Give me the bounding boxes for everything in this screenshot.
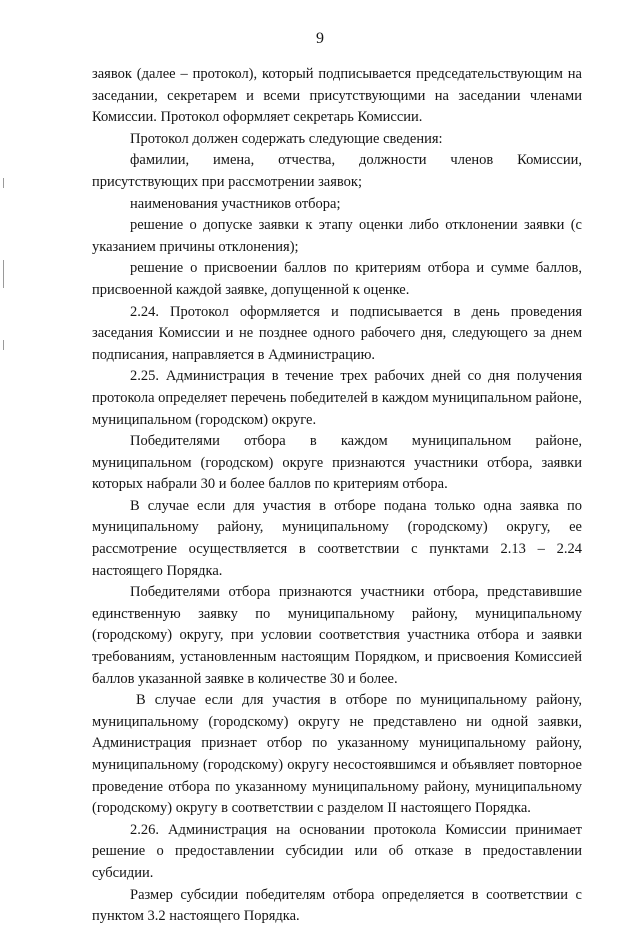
paragraph-protocol-continuation: заявок (далее – протокол), который подписывается председательствующим на заседании, секретарем и всеми присутствующими на заседании членами Комиссии. Протокол оформляет секретарь Комиссии.: [92, 66, 582, 126]
paragraph-scoring-decision: решение о присвоении баллов по критериям отбора и сумме баллов, присвоенной каждой заявке, допущенной к оценке.: [92, 260, 582, 298]
paragraph-no-applications: В случае если для участия в отборе по муниципальному району, муниципальному (городскому) округу не представлено ни одной заявки, Администрация признает отбор по указанному муниципальному району, муниципальному (городскому) округу несостоявшимся и объявляет повторное проведение отбора по указанному муниципальному району, муниципальному (городскому) округу в соответствии с разделом II настоящего Порядка.: [92, 692, 582, 817]
paragraph-clause-2-26: 2.26. Администрация на основании протокола Комиссии принимает решение о предоставлении субсидии или об отказе в предоставлении субсидии.: [92, 821, 582, 881]
paragraph-single-application-winners: Победителями отбора признаются участники отбора, представившие единственную заявку по муниципальному району, муниципальному (городскому) округу, при условии соответствия участника отбора и заявки требованиям, установленным настоящим Порядком, и присвоения Комиссией баллов указанной заявке в количестве 30 и более.: [92, 584, 582, 687]
paragraph-participants-names: наименования участников отбора;: [130, 195, 341, 212]
page-number: 9: [316, 30, 324, 47]
left-margin-mark: [3, 178, 4, 188]
paragraph-subsidy-amount: Размер субсидии победителям отбора определяется в соответствии с пунктом 3.2 настоящего Порядка.: [92, 886, 582, 925]
paragraph-single-application: В случае если для участия в отборе подана только одна заявка по муниципальному району, муниципальному (городскому) округу, ее рассмотрение осуществляется в соответствии с пунктами 2.13 – 2.24 настоящего Порядка.: [92, 497, 582, 579]
paragraph-admission-decision: решение о допуске заявки к этапу оценки либо отклонении заявки (с указанием причины отклонения);: [92, 217, 582, 255]
document-body: [92, 64, 582, 928]
paragraph-members-names: фамилии, имена, отчества, должности членов Комиссии, присутствующих при рассмотрении заявок;: [92, 152, 582, 190]
paragraph-winners-criteria: Победителями отбора в каждом муниципальном районе, муниципальном (городском) округе признаются участники отбора, заявки которых набрали 30 и более баллов по критериям отбора.: [92, 433, 582, 493]
paragraph-clause-2-24: 2.24. Протокол оформляется и подписывается в день проведения заседания Комиссии и не позднее одного рабочего дня, следующего за днем подписания, направляется в Администрацию.: [92, 303, 582, 363]
paragraph-clause-2-25: 2.25. Администрация в течение трех рабочих дней со дня получения протокола определяет перечень победителей в каждом муниципальном районе, муниципальном (городском) округе.: [92, 368, 582, 428]
paragraph-protocol-contents: Протокол должен содержать следующие сведения:: [130, 130, 443, 147]
left-margin-mark: [3, 340, 4, 350]
left-margin-mark: [3, 260, 4, 288]
